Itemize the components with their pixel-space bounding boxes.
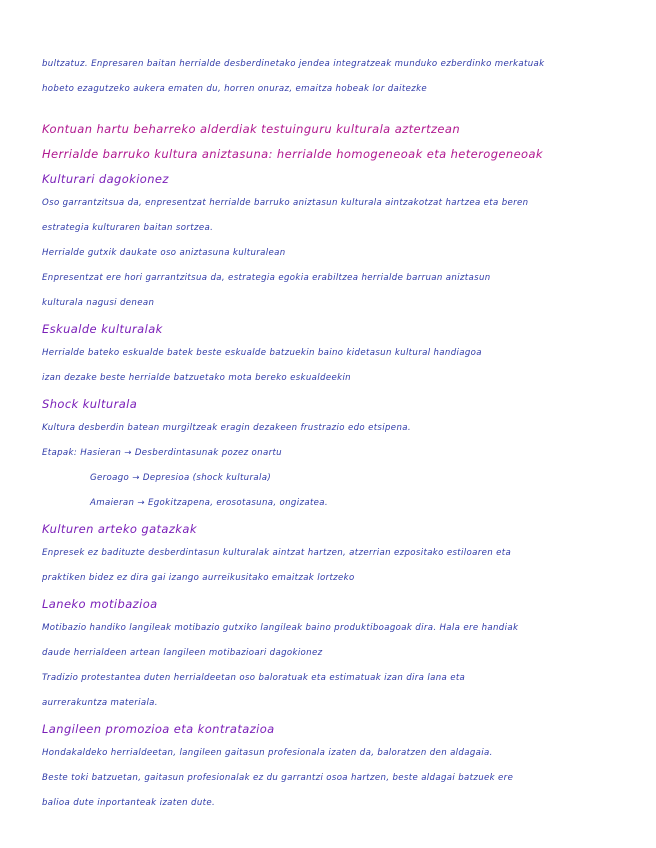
section-heading: Herrialde barruko kultura aniztasuna: herrialde homogeneoak eta heterogeneoak <box>42 147 543 161</box>
text-line: estrategia kulturaren baitan sortzea. <box>42 223 214 233</box>
text-line: aurrerakuntza materiala. <box>42 698 158 708</box>
text-line: kulturala nagusi denean <box>42 298 155 308</box>
text-line: Herrialde gutxik daukate oso aniztasuna kulturalean <box>42 248 286 258</box>
subsection-heading: Kulturen arteko gatazkak <box>42 522 197 536</box>
text-line: balioa dute inportanteak izaten dute. <box>42 798 216 808</box>
text-line: Oso garrantzitsua da, enpresentzat herrialde barruko aniztasun kulturala aintzakotzat hartzea eta beren <box>42 198 529 208</box>
text-line: Enpresek ez badituzte desberdintasun kulturalak aintzat hartzen, atzerrian ezpositako estiloaren eta <box>42 548 512 558</box>
text-line: praktiken bidez ez dira gai izango aurreikusitako emaitzak lortzeko <box>42 573 355 583</box>
subsection-heading: Eskualde kulturalak <box>42 322 163 336</box>
text-line: Kultura desberdin batean murgiltzeak eragin dezakeen frustrazio edo etsipena. <box>42 423 411 433</box>
text-line: izan dezake beste herrialde batzuetako mota bereko eskualdeekin <box>42 373 351 383</box>
text-line: Enpresentzat ere hori garrantzitsua da, estrategia egokia erabiltzea herrialde barruan aniztasun <box>42 273 491 283</box>
text-line: Tradizio protestantea duten herrialdeetan oso baloratuak eta estimatuak izan dira lana eta <box>42 673 466 683</box>
text-line: daude herrialdeen artean langileen motibazioari dagokionez <box>42 648 323 658</box>
text-line: Amaieran → Egokitzapena, erosotasuna, ongizatea. <box>90 498 329 508</box>
text-line: Motibazio handiko langileak motibazio gutxiko langileak baino produktiboagoak dira. Hala ere handiak <box>42 623 519 633</box>
section-heading: Kontuan hartu beharreko alderdiak testuinguru kulturala aztertzean <box>42 122 461 136</box>
text-line: bultzatuz. Enpresaren baitan herrialde desberdinetako jendea integratzeak munduko ezberdinko merkatuak <box>42 59 545 69</box>
subsection-heading: Langileen promozioa eta kontratazioa <box>42 722 275 736</box>
subsection-heading: Shock kulturala <box>42 397 138 411</box>
text-line: hobeto ezagutzeko aukera ematen du, horren onuraz, emaitza hobeak lor daitezke <box>42 84 428 94</box>
subsection-heading: Laneko motibazioa <box>42 597 158 611</box>
text-line: Hondakaldeko herrialdeetan, langileen gaitasun profesionala izaten da, baloratzen den aldagaia. <box>42 748 493 758</box>
text-line: Etapak: Hasieran → Desberdintasunak pozez onartu <box>42 448 282 458</box>
subsection-heading: Kulturari dagokionez <box>42 172 169 186</box>
text-line: Beste toki batzuetan, gaitasun profesionalak ez du garrantzi osoa hartzen, beste aldagai batzuek ere <box>42 773 514 783</box>
text-line: Herrialde bateko eskualde batek beste eskualde batzuekin baino kidetasun kultural handiagoa <box>42 348 482 358</box>
text-line: Geroago → Depresioa (shock kulturala) <box>90 473 272 483</box>
